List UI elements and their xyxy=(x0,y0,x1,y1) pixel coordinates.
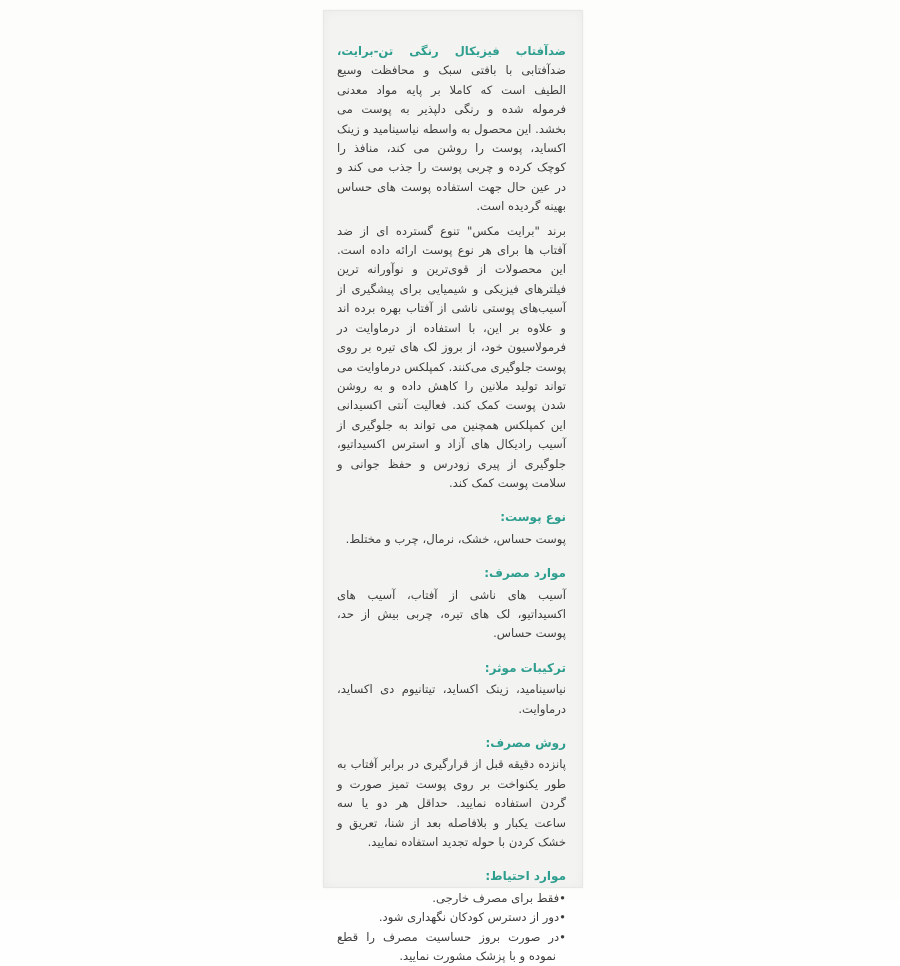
section-heading-precautions: موارد احتیاط: xyxy=(485,869,566,884)
section-body-skin-type: پوست حساس، خشک، نرمال، چرب و مختلط. xyxy=(345,531,566,546)
section-body-indications: آسیب های ناشی از آفتاب، آسیب های اکسیداتیو، لک های تیره، چربی بیش از حد، پوست حساس. xyxy=(337,587,566,641)
bullet-icon: • xyxy=(559,910,566,925)
precaution-text: دور از دسترس کودکان نگهداری شود. xyxy=(378,910,560,925)
intro-paragraph xyxy=(337,42,566,217)
list-item xyxy=(337,889,566,908)
brand-paragraph: برند "برایت مکس" تنوع گسترده ای از ضد آفتاب ها برای هر نوع پوست ارائه داده است. این محصولات از قوی‌ترین و نوآورانه ترین فیلترهای فیزیکی و شیمیایی برای پیشگیری از آسیب‌های پوستی ناشی از آفتاب بهره برده اند و علاوه بر این، با استفاده از درماوایت در فرمولاسیون خود، از بروز لک های تیره بر روی پوست جلوگیری می‌کنند. کمپلکس درماوایت می تواند تولید ملانین را کاهش داده و به روشن شدن پوست کمک کند. فعالیت آنتی اکسیدانی این کمپلکس همچنین می تواند به جلوگیری از آسیب رادیکال های آزاد و استرس اکسیداتیو، جلوگیری از پیری زودرس و حفظ جوانی و سلامت پوست کمک کند. xyxy=(337,223,566,490)
precaution-text: در صورت بروز حساسیت مصرف را قطع نموده و با پزشک مشورت نمایید. xyxy=(337,929,560,964)
precautions-list xyxy=(337,889,566,966)
section-indications xyxy=(337,564,566,644)
precaution-text: فقط برای مصرف خارجی. xyxy=(432,890,560,905)
section-precautions xyxy=(337,867,566,966)
section-skin-type xyxy=(337,508,566,549)
section-body-usage: پانزده دقیقه قبل از قرارگیری در برابر آفتاب به طور یکنواخت بر روی پوست تمیز صورت و گردن استفاده نمایید. حداقل هر دو یا سه ساعت یکبار و بلافاصله بعد از شنا، تعریق و خشک کردن با حوله تجدید استفاده نمایید. xyxy=(337,757,566,850)
section-body-active-ingredients: نیاسینامید، زینک اکساید، تیتانیوم دی اکساید، درماوایت. xyxy=(337,682,566,716)
bullet-icon: • xyxy=(559,890,566,905)
list-item xyxy=(337,908,566,927)
product-box-back-panel xyxy=(323,10,583,964)
section-heading-active-ingredients: ترکیبات موثر: xyxy=(484,660,566,675)
section-heading-usage: روش مصرف: xyxy=(485,736,566,750)
section-heading-skin-type: نوع پوست: xyxy=(500,510,566,525)
product-name-lead: ضدآفتاب فیزیکال رنگی تن-برایت، xyxy=(337,44,566,58)
leaflet-text-block xyxy=(337,42,566,966)
section-active-ingredients xyxy=(337,659,566,719)
intro-paragraph-text: ضدآفتابی با بافتی سبک و محافظت وسیع الطیف است که کاملا بر پایه مواد معدنی فرموله شده و رنگی دلپذیر به پوست می بخشد. این محصول به واسطه نیاسینامید و زینک اکساید، پوست را روشن می کند، منافذ را کوچک کرده و چربی پوست را جذب می کند و در عین حال جهت استفاده پوست های حساس بهینه گردیده است. xyxy=(337,63,566,214)
section-usage xyxy=(337,734,566,852)
section-heading-indications: موارد مصرف: xyxy=(484,566,566,581)
list-item xyxy=(337,928,566,966)
bullet-icon: • xyxy=(559,929,566,944)
